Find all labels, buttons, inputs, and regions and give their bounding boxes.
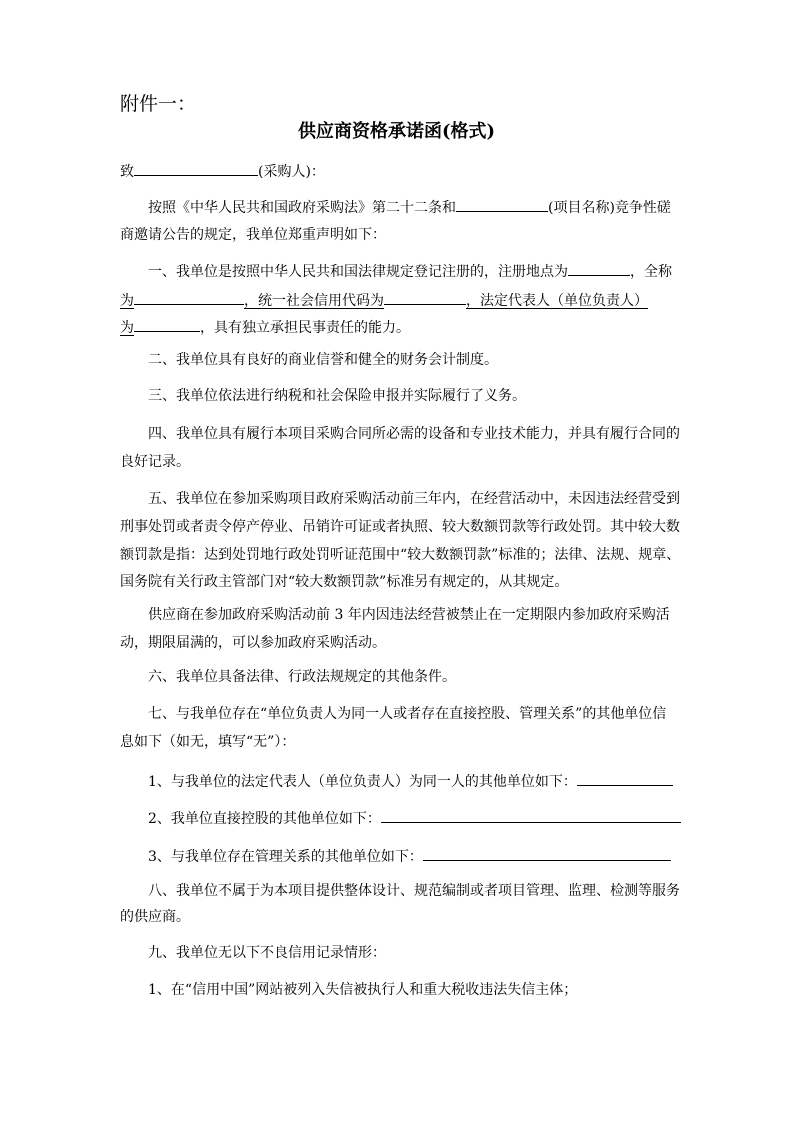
purchaser-blank[interactable] <box>134 160 258 176</box>
item7-line-1: 七、与我单位存在“单位负责人为同一人或者存在直接控股、管理关系”的其他单位信 <box>148 706 667 722</box>
item1-line3-a: 为 <box>120 320 134 336</box>
item1-line2-a: 为 <box>120 293 134 309</box>
document-title: 供应商资格承诺函(格式) <box>297 121 496 142</box>
addressee-prefix: 致 <box>120 164 134 180</box>
item7-sub2 <box>148 807 681 829</box>
item5-line-4: 国务院有关行政主管部门对“较大数额罚款”标准另有规定的，从其规定。 <box>120 574 569 590</box>
supplement-line-2: 动，期限届满的，可以参加政府采购活动。 <box>120 635 386 651</box>
intro-line-1 <box>148 196 671 218</box>
supplement-line-1: 供应商在参加政府采购活动前 3 年内因违法经营被禁止在一定期限内参加政府采购活 <box>148 607 670 623</box>
intro-line-2: 商邀请公告的规定，我单位郑重声明如下： <box>120 227 386 243</box>
item7-line-2: 息如下（如无，填写“无”）： <box>120 734 296 750</box>
item1-line-3 <box>120 316 410 338</box>
item5-line-2: 刑事处罚或者责令停产停业、吊销许可证或者执照、较大数额罚款等行政处罚。其中较大数 <box>120 519 680 535</box>
item2: 二、我单位具有良好的商业信誉和健全的财务会计制度。 <box>148 352 498 368</box>
registration-place-blank[interactable] <box>568 260 630 276</box>
controlled-units-blank[interactable] <box>381 807 681 823</box>
item1-text-a: 一、我单位是按照中华人民共和国法律规定登记注册的，注册地点为 <box>148 264 568 280</box>
item7-sub1-text: 1、与我单位的法定代表人（单位负责人）为同一人的其他单位如下： <box>148 774 577 790</box>
addressee-suffix: (采购人)： <box>258 164 325 180</box>
item7-sub3 <box>148 845 671 867</box>
item5-line-1: 五、我单位在参加采购项目政府采购活动前三年内，在经营活动中，未因违法经营受到 <box>148 491 680 507</box>
item3: 三、我单位依法进行纳税和社会保险申报并实际履行了义务。 <box>148 388 526 404</box>
item1-line-2 <box>120 289 648 311</box>
item7-sub3-text: 3、与我单位存在管理关系的其他单位如下： <box>148 849 423 865</box>
full-name-blank[interactable] <box>134 289 244 305</box>
item8-line-2: 的供应商。 <box>120 909 190 925</box>
item1-text-b: ，全称 <box>630 264 672 280</box>
item1-line3-b: ，具有独立承担民事责任的能力。 <box>200 320 410 336</box>
attachment-label: 附件一： <box>120 93 197 115</box>
item9: 九、我单位无以下不良信用记录情形： <box>148 945 386 961</box>
same-rep-units-blank[interactable] <box>577 770 673 786</box>
item7-sub2-text: 2、我单位直接控股的其他单位如下： <box>148 811 381 827</box>
legal-rep-blank[interactable] <box>134 316 200 332</box>
item6: 六、我单位具备法律、行政法规规定的其他条件。 <box>148 669 456 685</box>
addressee-line <box>120 160 325 182</box>
managed-units-blank[interactable] <box>423 845 671 861</box>
intro-text-b: (项目名称)竞争性磋 <box>548 200 671 216</box>
project-name-blank[interactable] <box>456 196 548 212</box>
item7-sub1 <box>148 770 673 792</box>
item9-sub1: 1、在“信用中国”网站被列入失信被执行人和重大税收违法失信主体； <box>148 982 578 998</box>
intro-text-a: 按照《中华人民共和国政府采购法》第二十二条和 <box>148 200 456 216</box>
item4-line-1: 四、我单位具有履行本项目采购合同所必需的设备和专业技术能力，并具有履行合同的 <box>148 426 680 442</box>
item8-line-1: 八、我单位不属于为本项目提供整体设计、规范编制或者项目管理、监理、检测等服务 <box>148 883 680 899</box>
item1-line-1 <box>148 260 672 282</box>
item5-line-3: 额罚款是指：达到处罚地行政处罚听证范围中“较大数额罚款”标准的；法律、法规、规章、 <box>120 547 681 563</box>
credit-code-blank[interactable] <box>384 289 466 305</box>
item4-line-2: 良好记录。 <box>120 454 190 470</box>
item1-line2-c: ，法定代表人（单位负责人） <box>466 293 648 309</box>
item1-line2-b: ，统一社会信用代码为 <box>244 293 384 309</box>
